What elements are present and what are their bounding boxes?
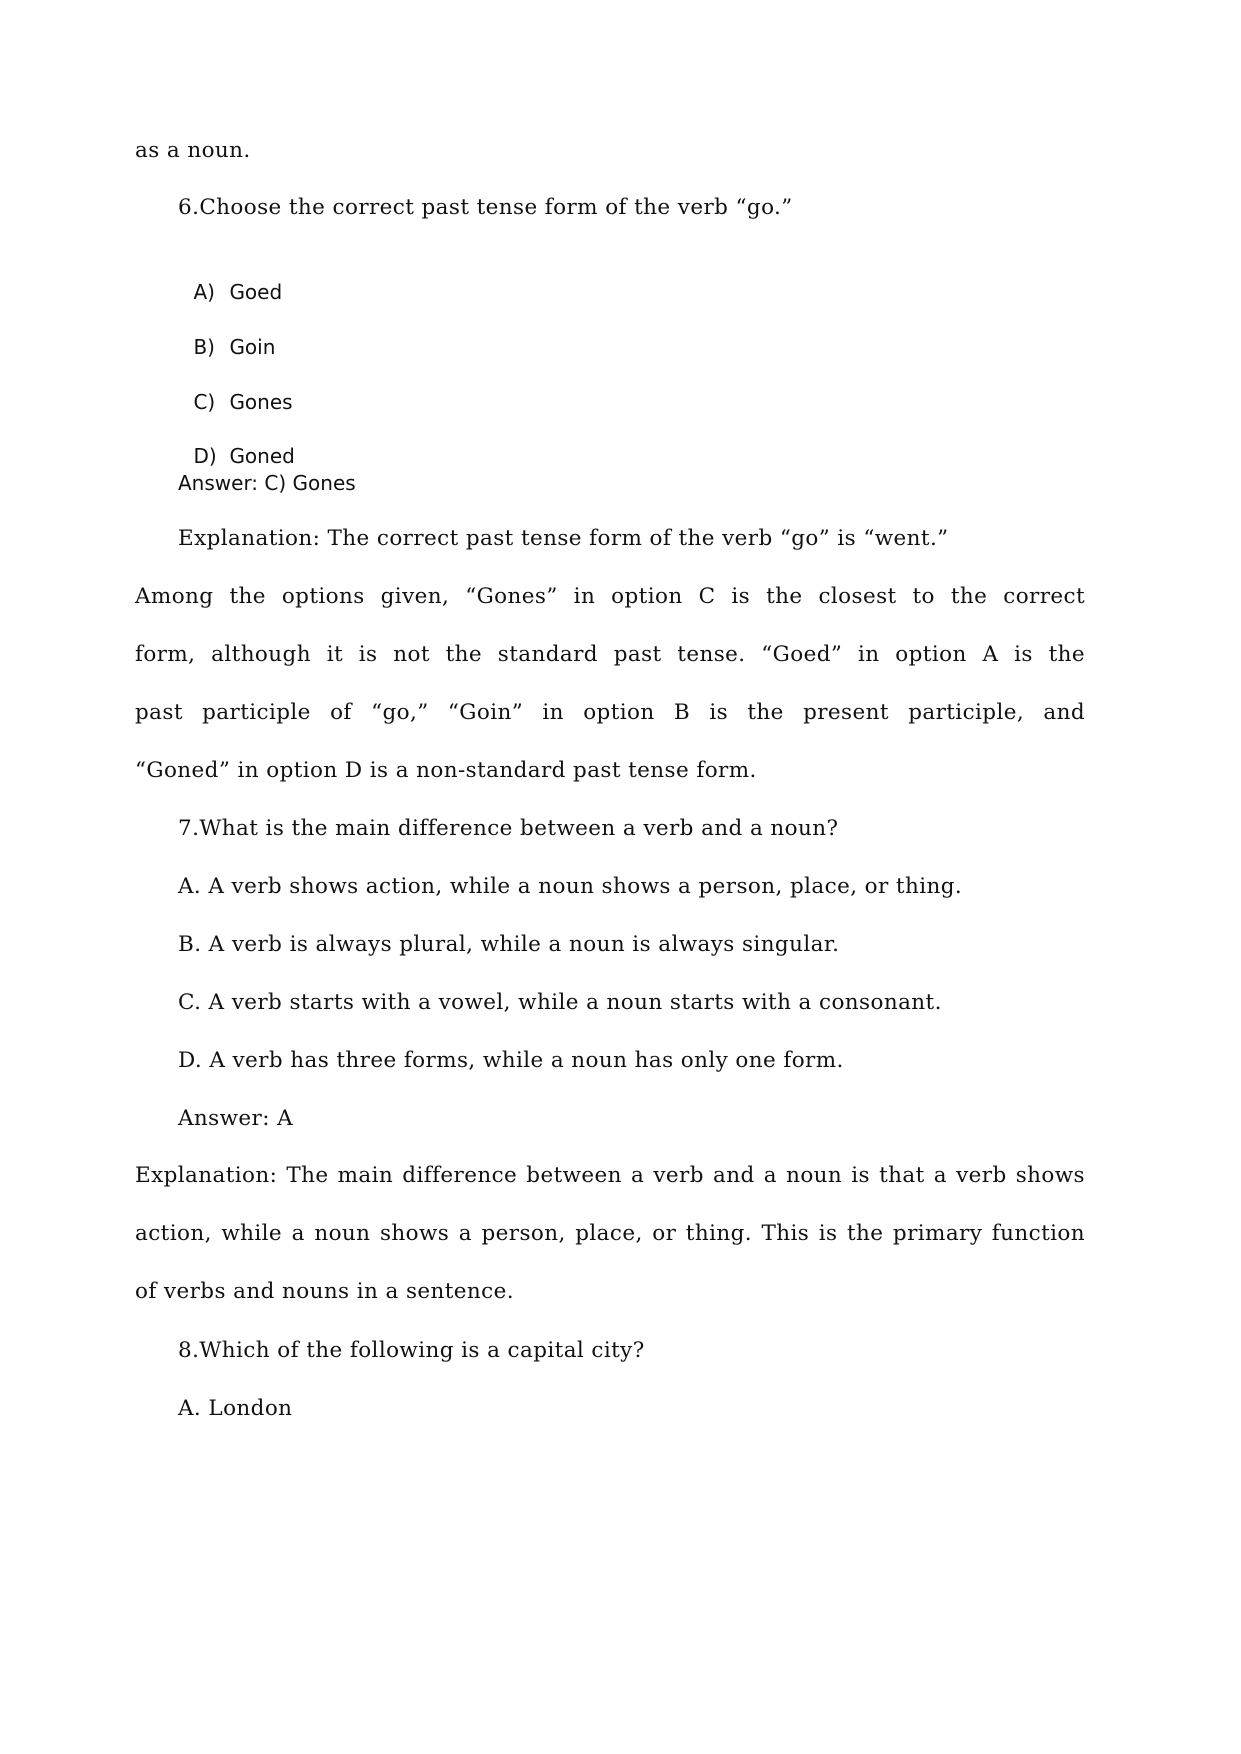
option-text: Goed <box>229 280 283 304</box>
q7-option-a: A. A verb shows action, while a noun shows a person, place, or thing. <box>178 874 963 899</box>
continuation-text: as a noun. <box>135 138 251 163</box>
option-letter: C) <box>193 390 216 414</box>
q7-option-d: D. A verb has three forms, while a noun has only one form. <box>178 1048 844 1073</box>
q7-answer: Answer: A <box>178 1106 294 1131</box>
q6-answer: Answer: C) Gones <box>178 471 356 495</box>
option-letter: B) <box>193 335 215 359</box>
q7-explanation-line: action, while a noun shows a person, place, or thing. This is the primary function <box>135 1221 1085 1246</box>
q7-explanation-line: Explanation: The main difference between a verb and a noun is that a verb shows <box>135 1163 1085 1188</box>
q7-explanation-line: of verbs and nouns in a sentence. <box>135 1279 514 1304</box>
q6-explanation-line: past participle of “go,” “Goin” in option B is the present participle, and <box>135 700 1085 725</box>
option-letter: A) <box>193 280 215 304</box>
q7-option-b: B. A verb is always plural, while a noun is always singular. <box>178 932 840 957</box>
option-text: Goned <box>229 444 295 468</box>
q6-explanation-line: “Goned” in option D is a non-standard past tense form. <box>135 758 757 783</box>
question-7: 7.What is the main difference between a verb and a noun? <box>178 816 839 841</box>
question-6: 6.Choose the correct past tense form of the verb “go.” <box>178 195 793 220</box>
option-text: Goin <box>229 335 276 359</box>
q7-option-c: C. A verb starts with a vowel, while a noun starts with a consonant. <box>178 990 942 1015</box>
option-text: Gones <box>229 390 293 414</box>
q6-explanation-line: Explanation: The correct past tense form of the verb “go” is “went.” <box>178 526 949 551</box>
q6-explanation-line: form, although it is not the standard past tense. “Goed” in option A is the <box>135 642 1085 667</box>
q8-option-a: A. London <box>178 1396 293 1421</box>
question-8: 8.Which of the following is a capital city? <box>178 1338 645 1363</box>
q6-explanation-line: Among the options given, “Gones” in option C is the closest to the correct <box>135 584 1085 609</box>
option-letter: D) <box>193 444 217 468</box>
